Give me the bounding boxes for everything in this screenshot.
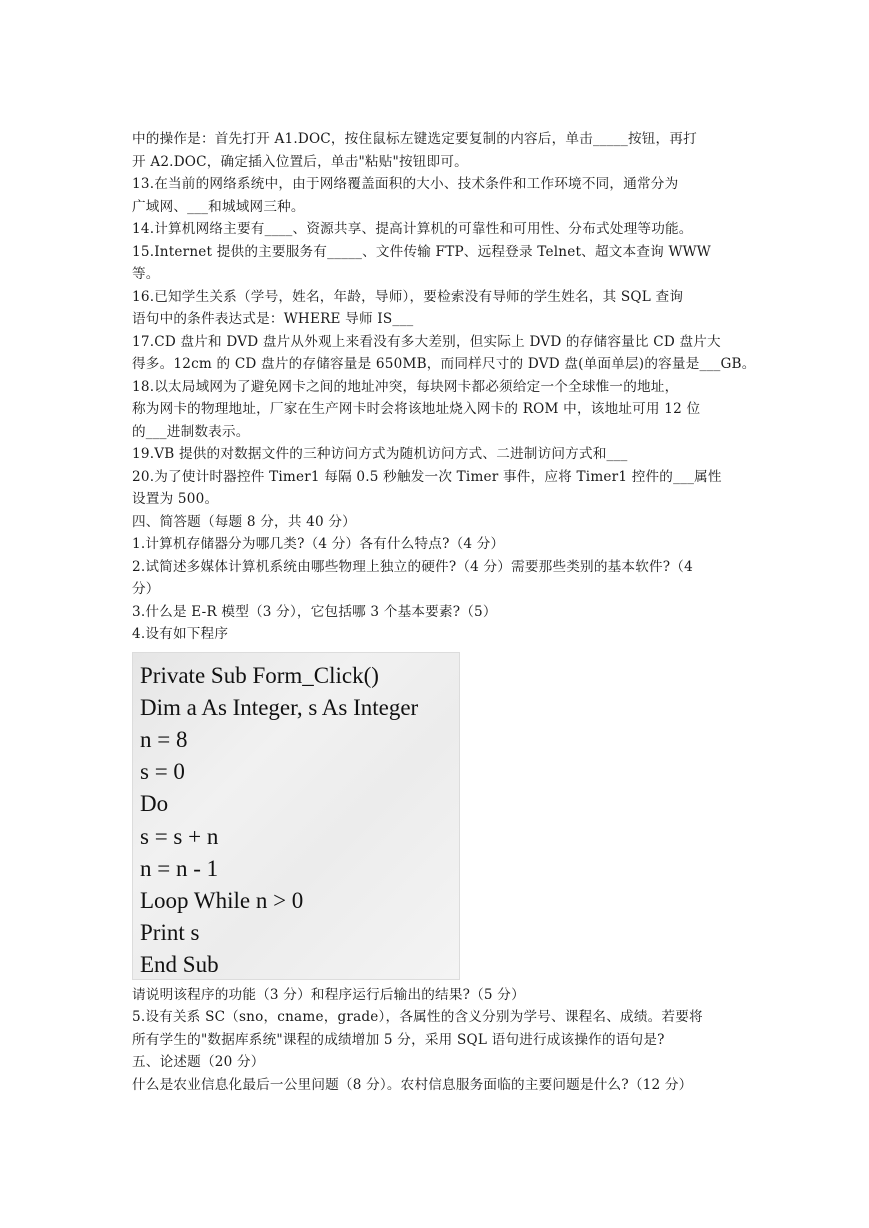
text-line: 五、论述题（20 分） [132, 1054, 265, 1070]
text-line: 15.Internet 提供的主要服务有_____、文件传输 FTP、远程登录 Telnet、超文本查询 WWW [132, 243, 711, 260]
code-line: Loop While n > 0 [140, 887, 304, 913]
text-line: 20.为了使计时器控件 Timer1 每隔 0.5 秒触发一次 Timer 事件，应将 Timer1 控件的___属性 [132, 468, 722, 485]
text-line: 2.试简述多媒体计算机系统由哪些物理上独立的硬件?（4 分）需要那些类别的基本软件?（4 [132, 558, 693, 575]
text-line: 所有学生的"数据库系统"课程的成绩增加 5 分，采用 SQL 语句进行成该操作的语句是? [132, 1031, 665, 1048]
code-image [132, 652, 460, 980]
text-line: 16.已知学生关系（学号，姓名，年龄，导师），要检索没有导师的学生姓名，其 SQL 查询 [132, 288, 684, 305]
text-line: 设置为 500。 [132, 491, 219, 507]
questions-section-continued [132, 984, 744, 1097]
text-line: 开 A2.DOC，确定插入位置后，单击"粘贴"按钮即可。 [132, 153, 468, 170]
text-line: 1.计算机存储器分为哪几类?（4 分）各有什么特点?（4 分） [132, 536, 505, 552]
code-line: Do [140, 791, 169, 817]
text-line: 18.以太局域网为了避免网卡之间的地址冲突，每块网卡都必须给定一个全球惟一的地址， [132, 378, 679, 395]
text-line: 称为网卡的物理地址，厂家在生产网卡时会将该地址烧入网卡的 ROM 中，该地址可用 12 位 [132, 401, 701, 417]
document-body [132, 128, 756, 1096]
text-line: 请说明该程序的功能（3 分）和程序运行后输出的结果?（5 分） [132, 986, 525, 1003]
text-line: 语句中的条件表达式是：WHERE 导师 IS___ [132, 311, 414, 327]
code-line: Dim a As Integer, s As Integer [140, 694, 419, 720]
text-line: 等。 [132, 266, 160, 282]
text-line: 19.VB 提供的对数据文件的三种访问方式为随机访问方式、二进制访问方式和___ [132, 446, 628, 462]
text-line: 分） [132, 581, 160, 597]
code-line: s = s + n [140, 823, 219, 849]
code-line: n = 8 [140, 726, 188, 752]
questions-section [132, 128, 756, 646]
text-line: 什么是农业信息化最后一公里问题（8 分）。农村信息服务面临的主要问题是什么?（12 分） [132, 1076, 693, 1093]
text-line: 四、简答题（每题 8 分，共 40 分） [132, 513, 356, 530]
text-line: 得多。12cm 的 CD 盘片的存储容量是 650MB，而同样尺寸的 DVD 盘(单面单层)的容量是___GB。 [132, 356, 756, 372]
text-line: 17.CD 盘片和 DVD 盘片从外观上来看没有多大差别，但实际上 DVD 的存储容量比 CD 盘片大 [132, 333, 721, 350]
code-line: Print s [140, 920, 200, 946]
text-line: 5.设有关系 SC（sno，cname，grade），各属性的含义分别为学号、课程名、成绩。若要将 [132, 1009, 703, 1025]
code-line: Private Sub Form_Click() [140, 662, 379, 688]
code-line: End Sub [140, 952, 219, 978]
text-line: 中的操作是：首先打开 A1.DOC，按住鼠标左键选定要复制的内容后，单击_____按钮，再打 [132, 131, 697, 147]
code-line: s = 0 [140, 759, 185, 785]
code-line: n = n - 1 [140, 855, 219, 881]
text-line: 14.计算机网络主要有____、资源共享、提高计算机的可靠性和可用性、分布式处理等功能。 [132, 221, 693, 237]
text-line: 广域网、___和城域网三种。 [132, 198, 305, 215]
text-line: 13.在当前的网络系统中，由于网络覆盖面积的大小、技术条件和工作环境不同，通常分为 [132, 176, 679, 192]
text-line: 的___进制数表示。 [132, 423, 250, 440]
text-line: 3.什么是 E-R 模型（3 分），它包括哪 3 个基本要素?（5） [132, 603, 497, 620]
text-line: 4.设有如下程序 [132, 626, 229, 642]
